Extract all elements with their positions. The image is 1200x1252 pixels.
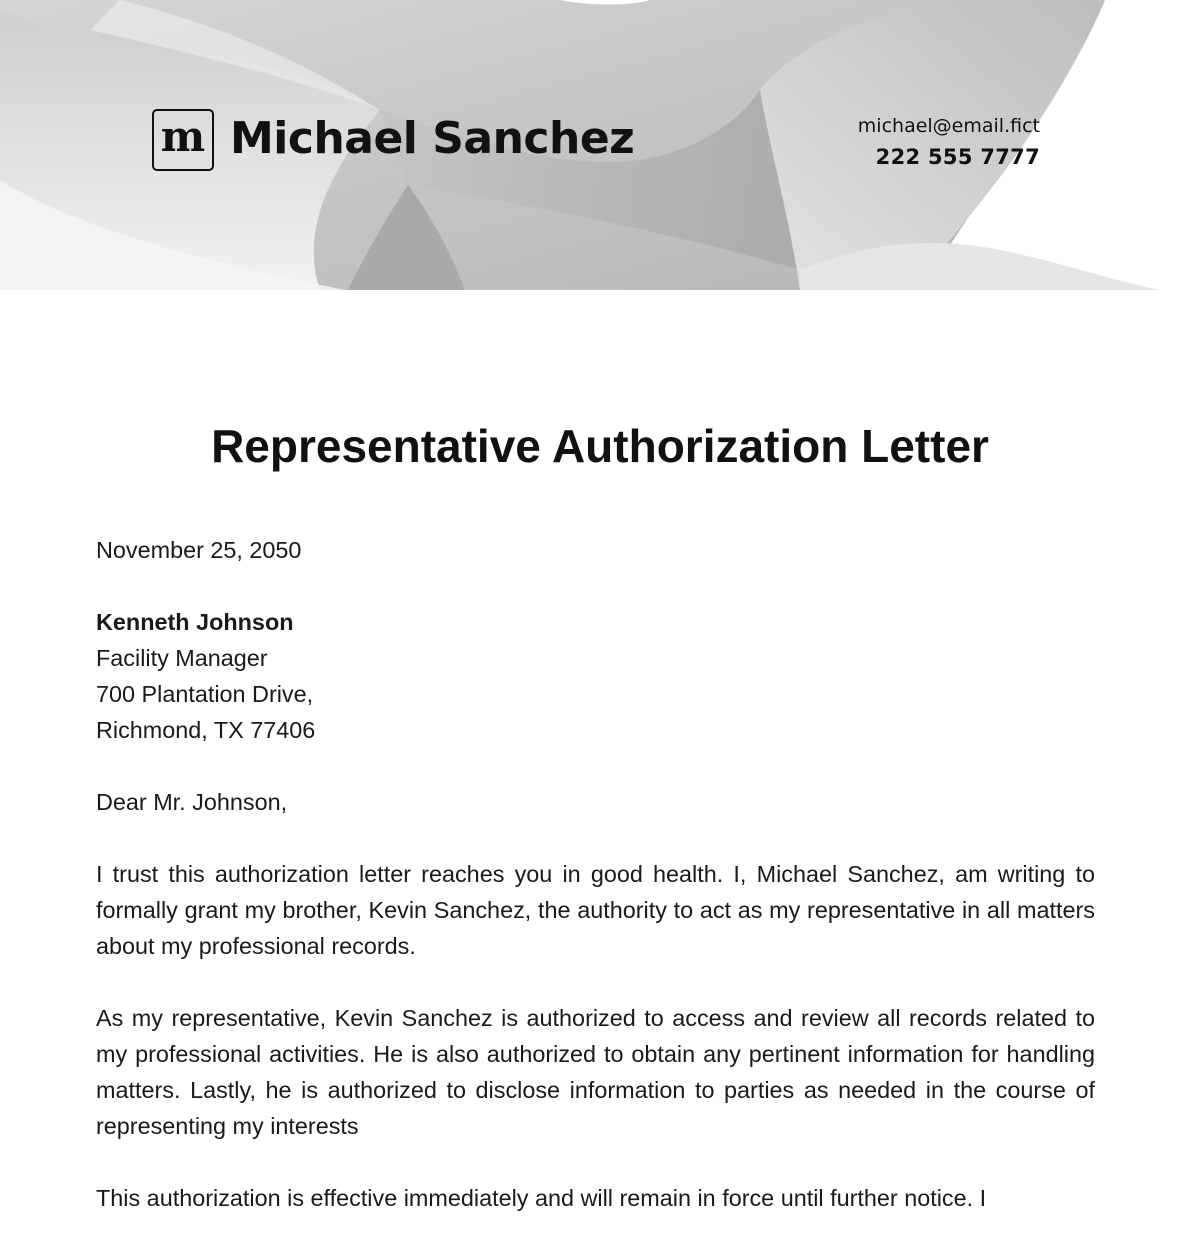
- contact-info: [858, 112, 1040, 174]
- body-paragraph: This authorization is effective immediately and will remain in force until further notice. I: [96, 1185, 987, 1211]
- recipient-name: Kenneth Johnson: [96, 609, 294, 635]
- logo-letter: m: [160, 112, 206, 161]
- salutation: Dear Mr. Johnson,: [96, 789, 288, 815]
- document-title: Representative Authorization Letter: [211, 420, 989, 472]
- sender-name: Michael Sanchez: [230, 113, 635, 164]
- recipient-address-line1: 700 Plantation Drive,: [96, 681, 314, 707]
- recipient-address-block: [96, 604, 1095, 748]
- recipient-address-line2: Richmond, TX 77406: [96, 717, 316, 743]
- header-banner: [0, 0, 1200, 290]
- body-paragraph: As my representative, Kevin Sanchez is authorized to access and review all records related to my professional activities. He is also authorized to obtain any pertinent information for handling matters. Lastly, he is authorized to disclose information to parties as needed in the course of representing my interests: [96, 1005, 1095, 1139]
- recipient-position: Facility Manager: [96, 645, 268, 671]
- body-paragraph: I trust this authorization letter reaches you in good health. I, Michael Sanchez, am writing to formally grant my brother, Kevin Sanchez, the authority to act as my representative in all matters about my professional records.: [96, 861, 1095, 959]
- logo-icon: [152, 109, 214, 171]
- sender-phone: 222 555 7777: [875, 145, 1040, 169]
- letter-body: [96, 532, 1095, 1252]
- sender-email: michael@email.fict: [857, 115, 1040, 137]
- letter-date: November 25, 2050: [96, 537, 302, 563]
